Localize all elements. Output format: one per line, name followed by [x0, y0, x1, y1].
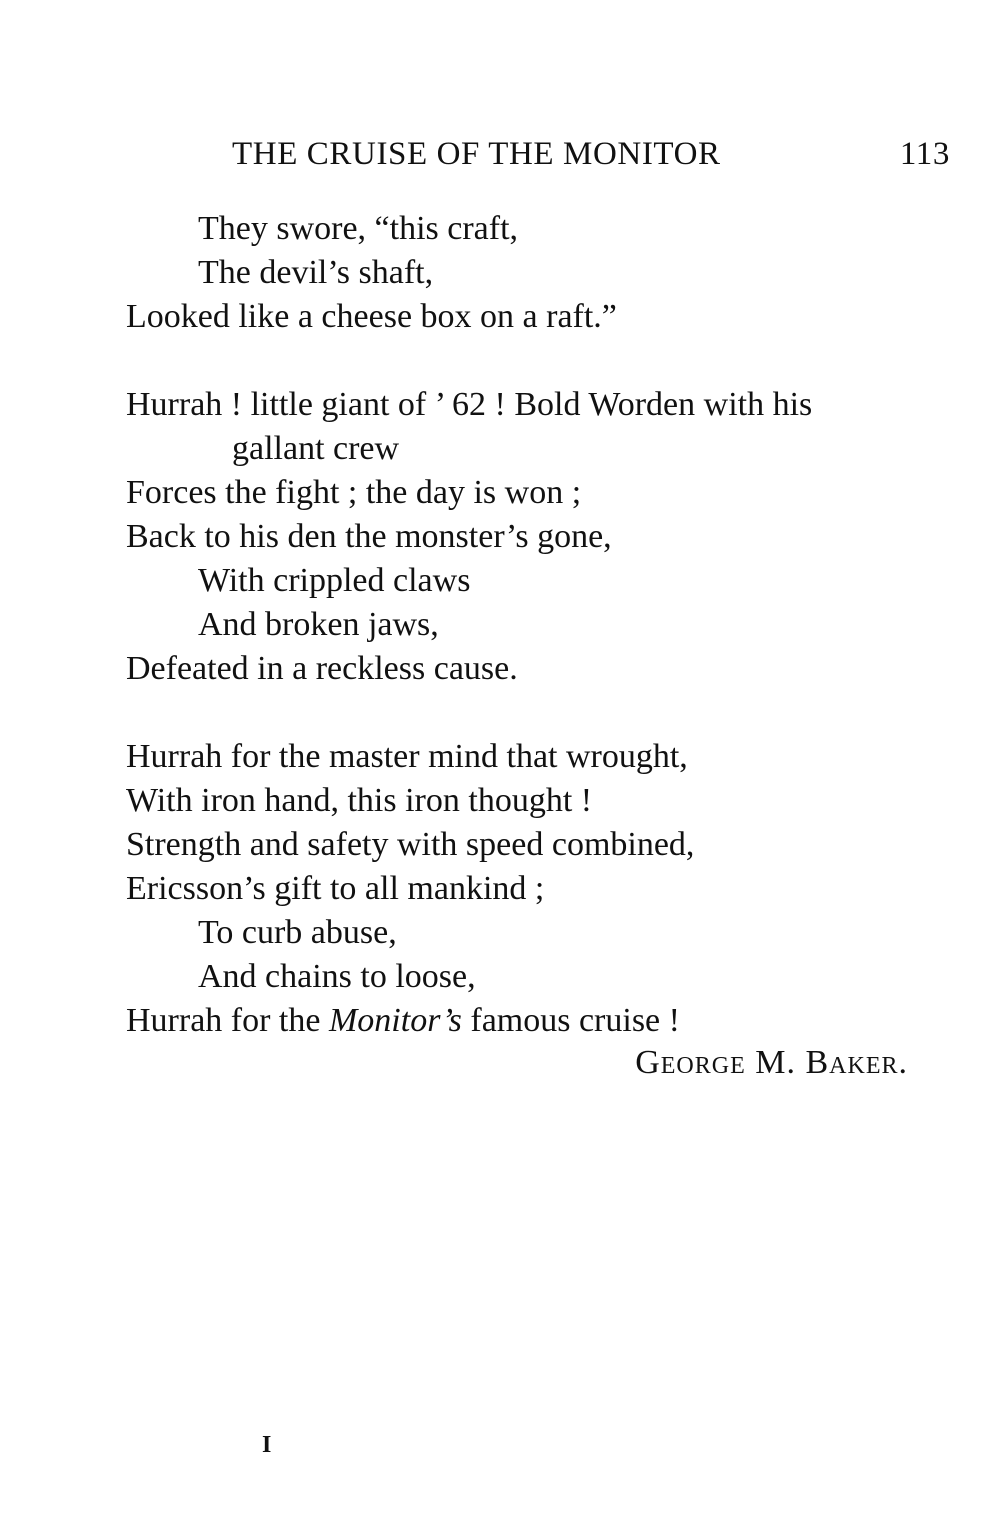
author-attribution: George M. Baker.: [635, 1044, 908, 1081]
poem-line: The devil’s shaft,: [198, 254, 434, 291]
ship-name: Monitor’s: [328, 1002, 462, 1039]
poem-line: Hurrah for the master mind that wrought,: [126, 738, 688, 775]
poem-line: Forces the fight ; the day is won ;: [126, 474, 582, 511]
poem-line: And chains to loose,: [198, 958, 476, 995]
signature-mark: I: [262, 1432, 272, 1458]
poem-line: With iron hand, this iron thought !: [126, 782, 593, 819]
poem-line: gallant crew: [232, 430, 400, 467]
poem-line: Defeated in a reckless cause.: [126, 650, 518, 687]
last-line-start: Hurrah for the: [126, 1002, 329, 1039]
poem-line: To curb abuse,: [198, 914, 397, 951]
poem-line: Ericsson’s gift to all mankind ;: [126, 870, 545, 907]
poem-line: With crippled claws: [198, 562, 471, 599]
page-header: [232, 136, 952, 180]
poem-last-line: [126, 999, 680, 1043]
poem-line: Back to his den the monster’s gone,: [126, 518, 612, 555]
poem-line: Strength and safety with speed combined,: [126, 826, 695, 863]
poem-line: Looked like a cheese box on a raft.”: [126, 298, 617, 335]
page-number: 113: [899, 136, 950, 172]
poem-line: And broken jaws,: [198, 606, 439, 643]
running-title: THE CRUISE OF THE MONITOR: [232, 136, 721, 172]
poem-line: Hurrah ! little giant of ’ 62 ! Bold Worden with his: [126, 386, 813, 423]
poem-line: They swore, “this craft,: [198, 210, 519, 247]
last-line-end: famous cruise !: [461, 1002, 680, 1039]
